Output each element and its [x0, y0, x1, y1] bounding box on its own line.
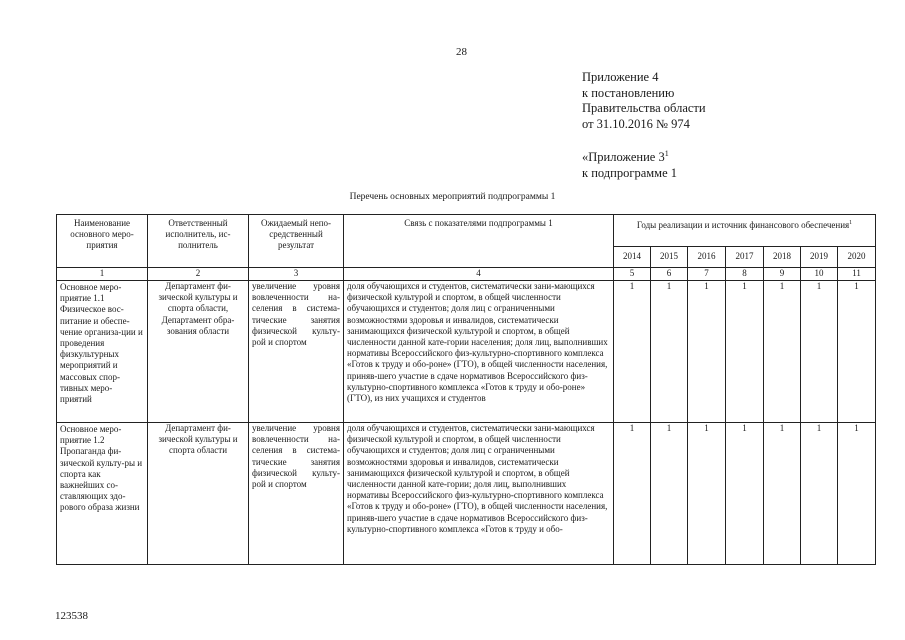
header-years-group	[614, 215, 876, 247]
column-number: 2	[148, 268, 249, 281]
value-cell: 1	[801, 281, 838, 423]
annex2-line-2: к подпрограмме 1	[582, 165, 677, 180]
column-number: 6	[651, 268, 688, 281]
column-number: 8	[726, 268, 764, 281]
header-col-2: Ответственный исполнитель, ис-полнитель	[148, 215, 249, 268]
year-cell: 2018	[764, 247, 801, 268]
header-years-group-text: Годы реализации и источник финансового обеспечения	[636, 220, 850, 230]
activity-name-cell: Основное меро-приятие 1.2 Пропаганда фи-зической культу-ры и спорта как важнейших со-ставляющих здо-рового образа жизни	[57, 423, 148, 565]
activities-table	[56, 214, 876, 565]
year-cell: 2014	[614, 247, 651, 268]
column-number: 7	[688, 268, 726, 281]
indicators-cell: доля обучающихся и студентов, систематически зани-мающихся физической культурой и спортом, в общей численности обучающихся и студентов; доля лиц с ограниченными возможностями здоровья и инвалидов, систематически занимающихся физической культурой и спортом, в общей численности данной кате-гории; доля лиц, выполнивших нормативы Всероссийского физ-культурно-спортивного комплекса «Готов к труду и обо-роне» (ГТО), в общей численности населения, приняв-шего участие в сдаче нормативов Всероссийского физ-культурно-спортивного комплекса «Готов к труду и обо-	[344, 423, 614, 565]
value-cell: 1	[614, 423, 651, 565]
column-number: 3	[249, 268, 344, 281]
year-cell: 2019	[801, 247, 838, 268]
value-cell: 1	[688, 423, 726, 565]
value-cell: 1	[801, 423, 838, 565]
annex-line-2: к постановлению	[582, 85, 675, 100]
year-cell: 2020	[838, 247, 876, 268]
value-cell: 1	[651, 423, 688, 565]
column-number: 9	[764, 268, 801, 281]
value-cell: 1	[614, 281, 651, 423]
page-number: 28	[456, 46, 467, 58]
annex-line-3: Правительства области	[582, 101, 706, 115]
column-numbers-row	[57, 268, 876, 281]
header-years-group-sup: 1	[849, 220, 853, 226]
annex2-line-1-sup: 1	[664, 149, 669, 158]
column-number: 1	[57, 268, 148, 281]
annex-line-1: Приложение 4	[582, 70, 659, 84]
value-cell: 1	[688, 281, 726, 423]
year-cell: 2017	[726, 247, 764, 268]
header-col-3: Ожидаемый непо-средственный результат	[249, 215, 344, 268]
activity-name-cell: Основное меро-приятие 1.1 Физическое вос-питание и обеспе-чение организа-ции и проведения физкультурных мероприятий и массовых спор-тивных меро-приятий	[57, 281, 148, 423]
annex2-line-1-text: «Приложение 3	[582, 150, 665, 165]
value-cell: 1	[764, 281, 801, 423]
table-row	[57, 281, 876, 423]
table-row	[57, 423, 876, 565]
column-number: 10	[801, 268, 838, 281]
header-col-4: Связь с показателями подпрограммы 1	[344, 215, 614, 268]
annex-header	[582, 70, 706, 132]
year-cell: 2015	[651, 247, 688, 268]
value-cell: 1	[764, 423, 801, 565]
annex-subheader	[582, 146, 677, 181]
indicators-cell: доля обучающихся и студентов, систематически зани-мающихся физической культурой и спортом, в общей численности обучающихся и студентов; доля лиц с ограниченными возможностями здоровья и инвалидов, систематически занимающихся физической культурой и спортом, в общей численности данной кате-гории населения; доля лиц, выполнивших нормативы Всероссийского физ-культурно-спортивного комплекса «Готов к труду и обо-роне» (ГТО), в общей численности населения, приняв-шего участие в сдаче нормативов Всероссийского физ-культурно-спортивного комплекса «Готов к труду и обо-роне» (ГТО), из них учащихся и студентов	[344, 281, 614, 423]
result-cell: увеличение уровня вовлеченности на-селения в система-тические занятия физической культу-рой и спортом	[249, 423, 344, 565]
value-cell: 1	[651, 281, 688, 423]
column-number: 11	[838, 268, 876, 281]
table-title: Перечень основных мероприятий подпрограммы 1	[349, 192, 556, 202]
value-cell: 1	[726, 423, 764, 565]
executor-cell: Департамент фи-зической культуры и спорта области	[148, 423, 249, 565]
annex-line-4: от 31.10.2016 № 974	[582, 116, 690, 131]
header-row	[57, 215, 876, 247]
value-cell: 1	[838, 281, 876, 423]
value-cell: 1	[726, 281, 764, 423]
header-col-1: Наименование основного меро-приятия	[57, 215, 148, 268]
year-cell: 2016	[688, 247, 726, 268]
executor-cell: Департамент фи-зической культуры и спорта области, Департамент обра-зования области	[148, 281, 249, 423]
column-number: 5	[614, 268, 651, 281]
value-cell: 1	[838, 423, 876, 565]
annex2-line-1	[582, 146, 677, 166]
result-cell: увеличение уровня вовлеченности на-селения в система-тические занятия физической культу-рой и спортом	[249, 281, 344, 423]
footer-code: 123538	[55, 610, 88, 622]
column-number: 4	[344, 268, 614, 281]
